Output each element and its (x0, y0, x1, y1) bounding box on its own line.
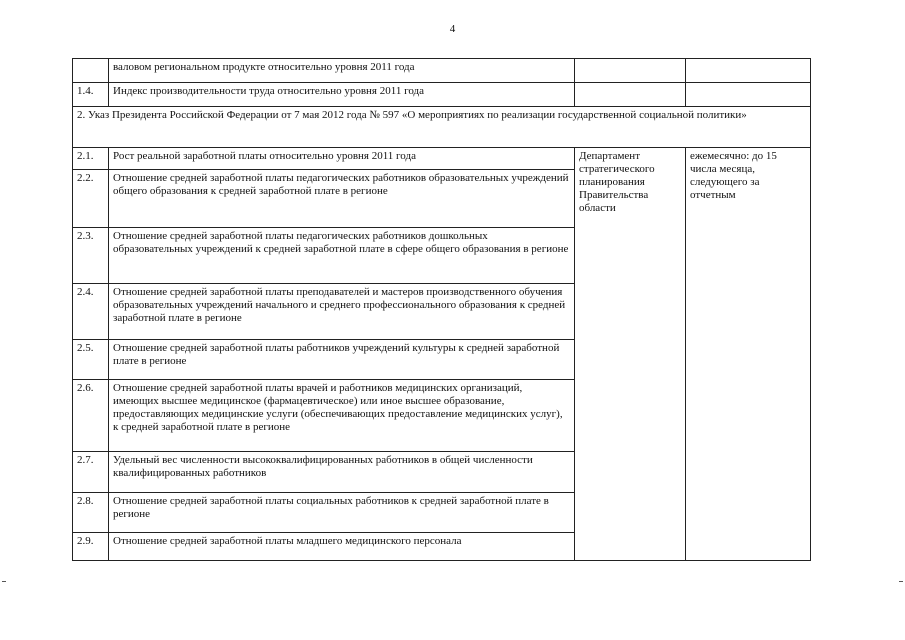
row-number: 2.4. (73, 284, 109, 340)
row-number: 2.6. (73, 380, 109, 452)
row-number: 2.2. (73, 170, 109, 228)
indicator-text: Удельный вес численности высококвалифицированных работников в общей численности квалифицированных работников (109, 452, 575, 493)
responsible-department: Департамент стратегического планирования Правительства области (575, 148, 686, 561)
row-number: 1.4. (73, 83, 109, 107)
row-number: 2.7. (73, 452, 109, 493)
indicators-table (72, 58, 811, 561)
page-number: 4 (449, 23, 456, 35)
indicator-text: Отношение средней заработной платы младшего медицинского персонала (109, 533, 575, 561)
scan-edge-mark-left (2, 581, 6, 582)
table-row (73, 148, 811, 170)
row-number: 2.1. (73, 148, 109, 170)
row-number: 2.5. (73, 340, 109, 380)
indicator-text: Отношение средней заработной платы работников учреждений культуры к средней заработной плате в регионе (109, 340, 575, 380)
section-title: 2. Указ Президента Российской Федерации от 7 мая 2012 года № 597 «О мероприятиях по реализации государственной социальной политики» (73, 107, 811, 148)
indicator-text: Отношение средней заработной платы врачей и работников медицинских организаций, имеющих высшее медицинское (фармацевтическое) или иное высшее образование, предоставляющих медицинские услуги (обеспечивающих предоставление медицинских услуг), к средней заработной плате в регионе (109, 380, 575, 452)
table-row (73, 59, 811, 83)
indicator-text: Индекс производительности труда относительно уровня 2011 года (109, 83, 575, 107)
row-number: 2.9. (73, 533, 109, 561)
row-number: 2.3. (73, 228, 109, 284)
responsible-cell (575, 83, 686, 107)
indicator-text: валовом региональном продукте относительно уровня 2011 года (109, 59, 575, 83)
scan-edge-mark-right (899, 581, 903, 582)
reporting-deadline: ежемесячно: до 15 числа месяца, следующего за отчетным (686, 148, 811, 561)
row-number (73, 59, 109, 83)
section-row (73, 107, 811, 148)
indicator-text: Отношение средней заработной платы социальных работников к средней заработной плате в регионе (109, 493, 575, 533)
indicator-text: Отношение средней заработной платы педагогических работников дошкольных образовательных учреждений к средней заработной плате в сфере общего образования в регионе (109, 228, 575, 284)
indicator-text: Рост реальной заработной платы относительно уровня 2011 года (109, 148, 575, 170)
row-number: 2.8. (73, 493, 109, 533)
indicator-text: Отношение средней заработной платы педагогических работников образовательных учреждений общего образования к средней заработной плате в регионе (109, 170, 575, 228)
deadline-cell (686, 59, 811, 83)
indicator-text: Отношение средней заработной платы преподавателей и мастеров производственного обучения образовательных учреждений начального и среднего профессионального образования к средней заработной плате в регионе (109, 284, 575, 340)
deadline-cell (686, 83, 811, 107)
responsible-cell (575, 59, 686, 83)
table-row (73, 83, 811, 107)
